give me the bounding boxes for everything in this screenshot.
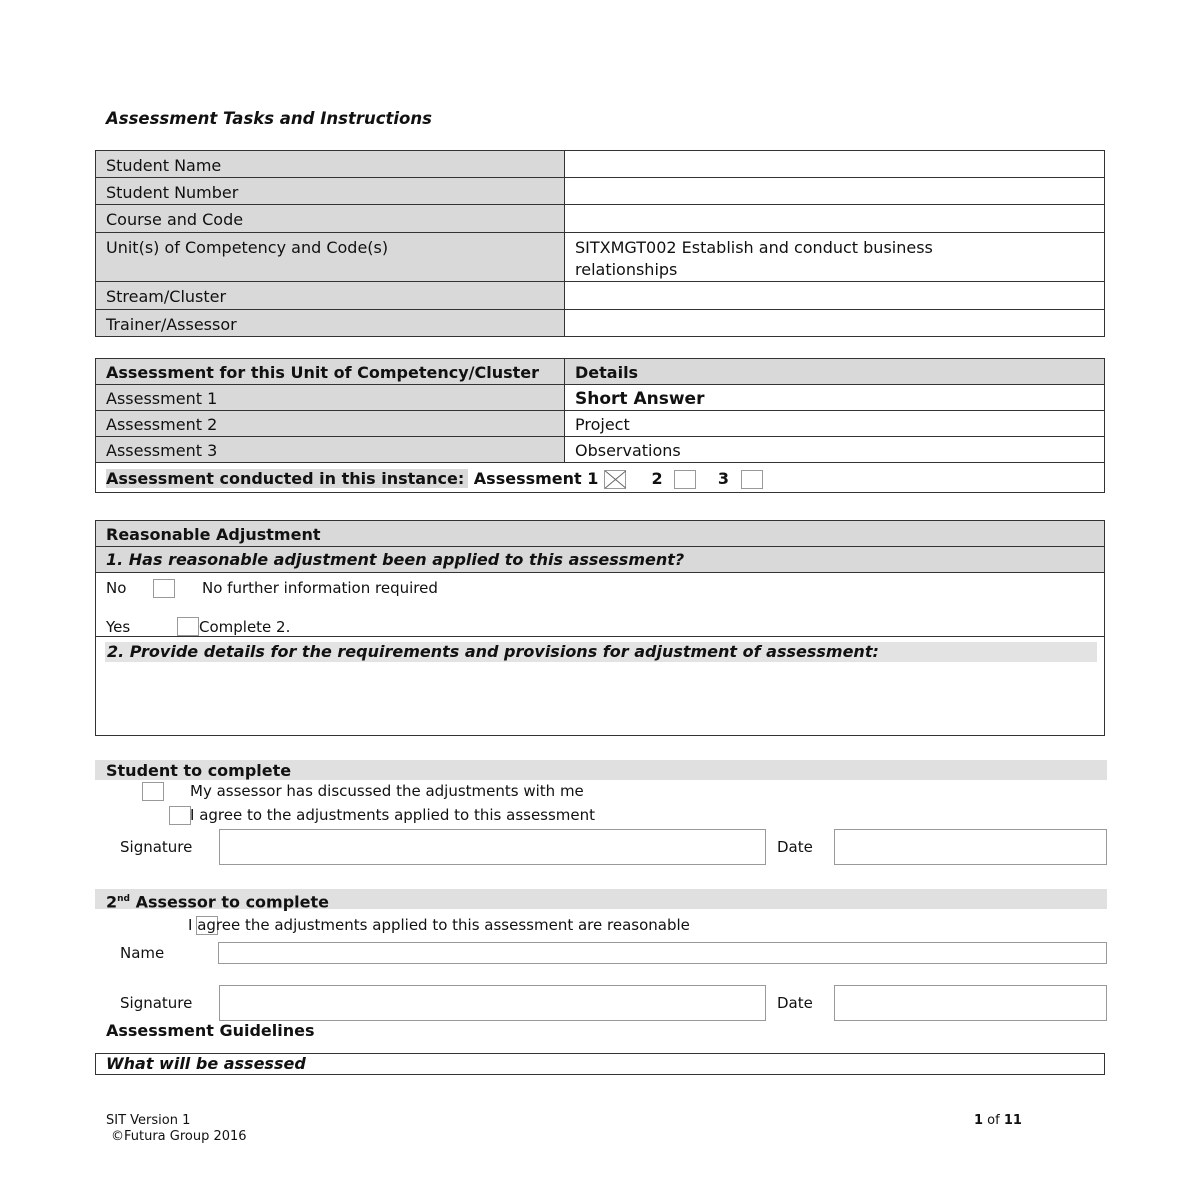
assessment-header: Assessment for this Unit of Competency/Cluster (96, 359, 565, 385)
discussed-label: My assessor has discussed the adjustments with me (190, 782, 584, 800)
student-info-table (95, 150, 1105, 337)
assessor-date-field[interactable] (834, 985, 1107, 1021)
reasonable-adjustment-title: Reasonable Adjustment (96, 521, 1104, 547)
assessment-2-label: Assessment 2 (96, 411, 565, 437)
table-row (96, 151, 1105, 178)
assessor-name-label: Name (120, 944, 165, 962)
no-checkbox[interactable] (153, 579, 175, 598)
stream-cluster-field[interactable] (565, 282, 1105, 310)
second-assessor-ordinal-suffix: nd (117, 894, 130, 904)
assessment-1-checkbox[interactable] (604, 470, 626, 489)
second-assessor-title (95, 889, 1107, 912)
agree-adjustments-label: I agree to the adjustments applied to this assessment (190, 806, 596, 824)
assessment-2-value: Project (565, 411, 1105, 437)
table-row (96, 411, 1105, 437)
assessor-date-label: Date (777, 994, 813, 1012)
student-name-label: Student Name (96, 151, 565, 178)
student-date-field[interactable] (834, 829, 1107, 865)
adjustment-question-2: 2. Provide details for the requirements and provisions for adjustment of assessment: (105, 642, 1097, 662)
footer-version: SIT Version 1 (106, 1113, 191, 1128)
assessment-option-2-label: 2 (651, 469, 663, 488)
agree-adjustments-checkbox[interactable] (169, 806, 191, 825)
student-number-label: Student Number (96, 178, 565, 205)
page-current: 1 (974, 1113, 984, 1128)
yes-description: Complete 2. (199, 618, 291, 636)
footer-copyright: ©Futura Group 2016 (111, 1129, 247, 1144)
assessor-signature-field[interactable] (219, 985, 766, 1021)
assessment-1-label: Assessment 1 (96, 385, 565, 411)
student-signature-label: Signature (120, 838, 193, 856)
assessment-conducted-prefix: Assessment 1 (473, 469, 599, 488)
assessor-signature-label: Signature (120, 994, 193, 1012)
second-assessor-title-text: Assessor to complete (130, 892, 329, 912)
table-row (96, 178, 1105, 205)
discussed-checkbox[interactable] (142, 782, 164, 801)
table-row (96, 463, 1105, 493)
no-label: No (106, 579, 127, 597)
unit-competency-value: SITXMGT002 Establish and conduct business relationships (565, 233, 1105, 282)
second-assessor-ordinal: 2 (106, 892, 118, 912)
table-row (96, 385, 1105, 411)
adjustment-question-1: 1. Has reasonable adjustment been applied to this assessment? (96, 547, 1104, 573)
adjustment-details-field[interactable] (106, 667, 1091, 729)
page-number (974, 1113, 1022, 1128)
student-section-title: Student to complete (95, 760, 1107, 780)
trainer-assessor-field[interactable] (565, 310, 1105, 337)
assessment-table (95, 358, 1105, 493)
table-row (96, 437, 1105, 463)
student-signature-field[interactable] (219, 829, 766, 865)
assessment-3-checkbox[interactable] (741, 470, 763, 489)
unit-competency-label: Unit(s) of Competency and Code(s) (96, 233, 565, 282)
table-row (96, 233, 1105, 282)
assessment-3-value: Observations (565, 437, 1105, 463)
assessor-name-field[interactable] (218, 942, 1107, 964)
what-assessed-heading: What will be assessed (95, 1053, 1105, 1075)
reasonable-adjustment-panel (95, 520, 1105, 736)
student-name-field[interactable] (565, 151, 1105, 178)
page-of: of (983, 1113, 1004, 1128)
divider (96, 636, 1104, 637)
table-row (96, 310, 1105, 337)
assessment-option-3-label: 3 (717, 469, 729, 488)
no-description: No further information required (202, 579, 438, 597)
yes-checkbox[interactable] (177, 617, 199, 636)
table-row (96, 282, 1105, 310)
course-code-field[interactable] (565, 205, 1105, 233)
assessment-conducted-row (96, 463, 1105, 493)
page-total: 11 (1003, 1113, 1022, 1128)
assessment-2-checkbox[interactable] (674, 470, 696, 489)
student-number-field[interactable] (565, 178, 1105, 205)
assessment-3-label: Assessment 3 (96, 437, 565, 463)
yes-label: Yes (106, 618, 131, 636)
assessment-1-value: Short Answer (565, 385, 1105, 411)
stream-cluster-label: Stream/Cluster (96, 282, 565, 310)
assessment-conducted-label: Assessment conducted in this instance: (106, 469, 468, 488)
course-code-label: Course and Code (96, 205, 565, 233)
student-date-label: Date (777, 838, 813, 856)
assessor-agree-label: I agree the adjustments applied to this assessment are reasonable (188, 916, 690, 934)
trainer-assessor-label: Trainer/Assessor (96, 310, 565, 337)
details-header: Details (565, 359, 1105, 385)
guidelines-title: Assessment Guidelines (106, 1021, 315, 1040)
table-header-row (96, 359, 1105, 385)
page-title: Assessment Tasks and Instructions (106, 109, 432, 128)
table-row (96, 205, 1105, 233)
